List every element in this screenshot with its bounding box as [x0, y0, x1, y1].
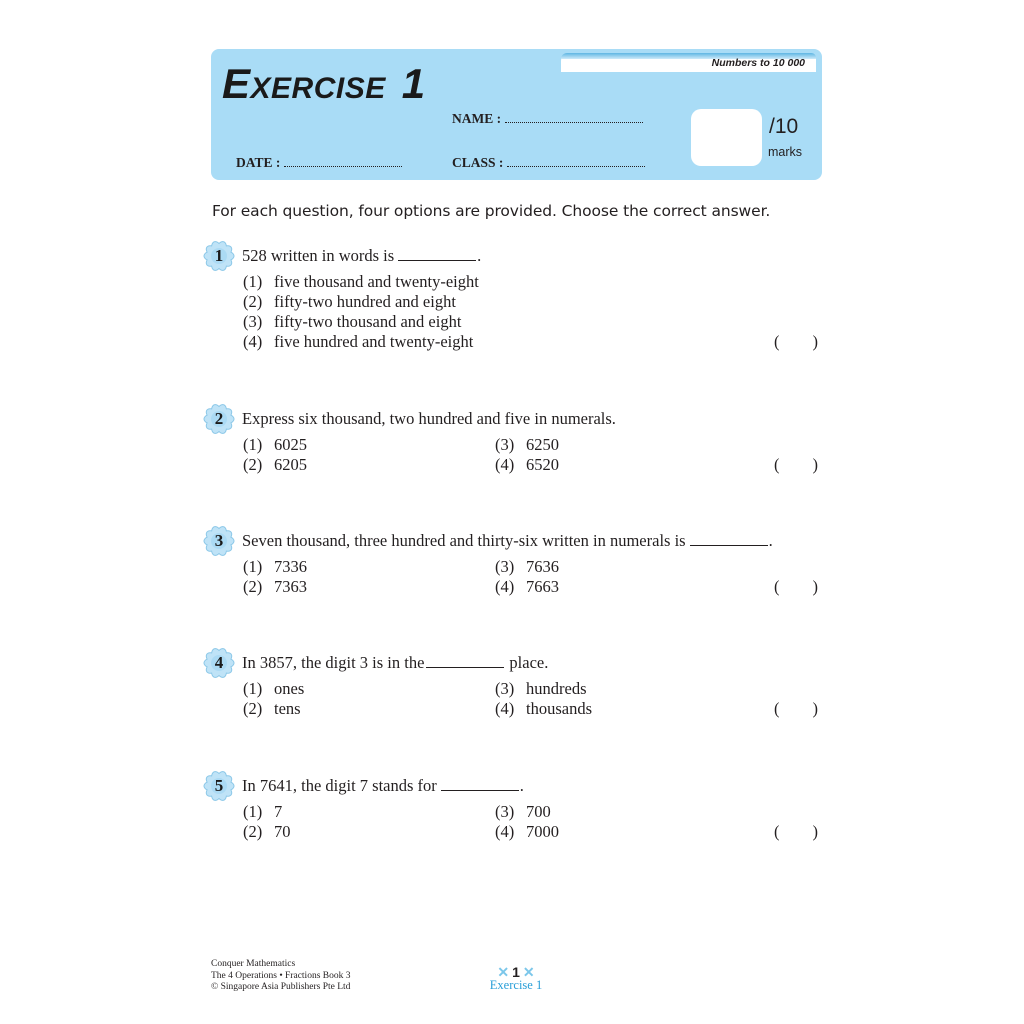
- answer-option[interactable]: [495, 455, 559, 475]
- exercise-number: 1: [401, 60, 426, 107]
- name-input[interactable]: [505, 112, 643, 123]
- date-field: [236, 155, 402, 171]
- exercise-title-initial: E: [222, 60, 251, 107]
- date-input[interactable]: [284, 156, 402, 167]
- answer-bracket[interactable]: ( ): [774, 822, 818, 841]
- question-stem-end: place.: [509, 653, 549, 672]
- option-text: 7000: [526, 822, 559, 841]
- option-text: 7363: [274, 577, 307, 596]
- score-unit: marks: [768, 145, 803, 159]
- option-text: tens: [274, 699, 301, 718]
- option-number: (2): [243, 822, 263, 841]
- option-text: 6250: [526, 435, 559, 454]
- option-text: fifty-two thousand and eight: [274, 312, 462, 331]
- answer-option[interactable]: [243, 332, 473, 352]
- page-number: 1: [512, 964, 520, 980]
- date-label: DATE :: [236, 155, 281, 170]
- option-number: (4): [495, 822, 515, 841]
- option-text: five thousand and twenty-eight: [274, 272, 479, 291]
- question-stem-end: .: [768, 531, 773, 550]
- answer-bracket[interactable]: ( ): [774, 455, 818, 474]
- option-text: fifty-two hundred and eight: [274, 292, 456, 311]
- instructions: For each question, four options are provided. Choose the correct answer.: [212, 202, 771, 220]
- question-text: [242, 409, 616, 429]
- option-text: 6025: [274, 435, 307, 454]
- question-text: [242, 653, 548, 673]
- question-number-badge: [203, 770, 235, 802]
- option-number: (1): [243, 435, 263, 454]
- class-label: CLASS :: [452, 155, 504, 170]
- copyright: © Singapore Asia Publishers Pte Ltd: [211, 982, 351, 992]
- answer-bracket[interactable]: ( ): [774, 699, 818, 718]
- answer-option[interactable]: [243, 312, 461, 332]
- answer-option[interactable]: [243, 292, 456, 312]
- answer-option[interactable]: [495, 679, 587, 699]
- score-input-box[interactable]: [691, 109, 762, 166]
- cross-icon: ✕: [522, 964, 535, 980]
- name-label: NAME :: [452, 111, 502, 126]
- option-text: 6520: [526, 455, 559, 474]
- question-stem: Express six thousand, two hundred and five in numerals.: [242, 409, 616, 428]
- option-number: (1): [243, 679, 263, 698]
- option-text: 6205: [274, 455, 307, 474]
- question-number: 1: [214, 246, 224, 265]
- answer-bracket[interactable]: ( ): [774, 577, 818, 596]
- option-text: ones: [274, 679, 305, 698]
- exercise-title: [222, 60, 426, 108]
- option-number: (4): [495, 577, 515, 596]
- option-number: (1): [243, 557, 263, 576]
- question-number-badge: [203, 240, 235, 272]
- option-number: (3): [495, 435, 515, 454]
- option-number: (2): [243, 455, 263, 474]
- answer-option[interactable]: [243, 822, 291, 842]
- book-series: Conquer Mathematics: [211, 959, 296, 969]
- topic-label: Numbers to 10 000: [711, 57, 805, 69]
- option-number: (3): [495, 557, 515, 576]
- question-stem-end: .: [519, 776, 524, 795]
- answer-blank: [690, 533, 768, 546]
- score-total: /10: [769, 115, 799, 138]
- page-section-label: Exercise 1: [489, 978, 543, 992]
- answer-blank: [398, 248, 476, 261]
- question-number: 3: [214, 531, 224, 550]
- answer-option[interactable]: [495, 802, 551, 822]
- option-text: 7: [274, 802, 283, 821]
- question-number: 4: [214, 653, 224, 672]
- option-text: 7336: [274, 557, 307, 576]
- question-number: 5: [214, 776, 224, 795]
- option-text: 7663: [526, 577, 559, 596]
- answer-option[interactable]: [495, 577, 559, 597]
- option-number: (4): [243, 332, 263, 351]
- answer-option[interactable]: [243, 272, 479, 292]
- answer-option[interactable]: [243, 679, 304, 699]
- question-number-badge: [203, 525, 235, 557]
- question-number-badge: [203, 647, 235, 679]
- answer-option[interactable]: [243, 699, 301, 719]
- name-field: [452, 111, 643, 127]
- option-number: (3): [495, 802, 515, 821]
- answer-bracket[interactable]: ( ): [774, 332, 818, 351]
- book-title: The 4 Operations • Fractions Book 3: [211, 970, 351, 981]
- question-text: [242, 531, 773, 551]
- question-stem: Seven thousand, three hundred and thirty-six written in numerals is: [242, 531, 686, 550]
- question-number-badge: [203, 403, 235, 435]
- option-text: five hundred and twenty-eight: [274, 332, 474, 351]
- option-text: 70: [274, 822, 291, 841]
- answer-option[interactable]: [243, 802, 282, 822]
- class-input[interactable]: [507, 156, 645, 167]
- answer-option[interactable]: [495, 557, 559, 577]
- option-number: (2): [243, 699, 263, 718]
- option-number: (3): [495, 679, 515, 698]
- option-text: 7636: [526, 557, 559, 576]
- book-credits: [211, 959, 350, 994]
- option-text: 700: [526, 802, 551, 821]
- answer-option[interactable]: [243, 435, 307, 455]
- option-text: thousands: [526, 699, 592, 718]
- option-number: (1): [243, 802, 263, 821]
- option-number: (3): [243, 312, 263, 331]
- answer-option[interactable]: [495, 822, 559, 842]
- answer-option[interactable]: [243, 455, 307, 475]
- exercise-title-rest: XERCISE: [250, 72, 386, 105]
- answer-blank: [441, 778, 519, 791]
- option-number: (2): [243, 577, 263, 596]
- answer-option[interactable]: [495, 699, 592, 719]
- answer-blank: [426, 655, 504, 668]
- answer-option[interactable]: [243, 577, 307, 597]
- question-stem: In 7641, the digit 7 stands for: [242, 776, 437, 795]
- answer-option[interactable]: [495, 435, 559, 455]
- question-text: [242, 246, 481, 266]
- question-stem-end: .: [477, 246, 482, 265]
- option-number: (2): [243, 292, 263, 311]
- question-stem: 528 written in words is: [242, 246, 395, 265]
- option-text: hundreds: [526, 679, 587, 698]
- answer-option[interactable]: [243, 557, 307, 577]
- option-number: (4): [495, 699, 515, 718]
- cross-icon: ✕: [497, 964, 510, 980]
- option-number: (4): [495, 455, 515, 474]
- option-number: (1): [243, 272, 263, 291]
- question-number: 2: [214, 409, 224, 428]
- question-text: [242, 776, 524, 796]
- class-field: [452, 155, 645, 171]
- question-stem: In 3857, the digit 3 is in the: [242, 653, 425, 672]
